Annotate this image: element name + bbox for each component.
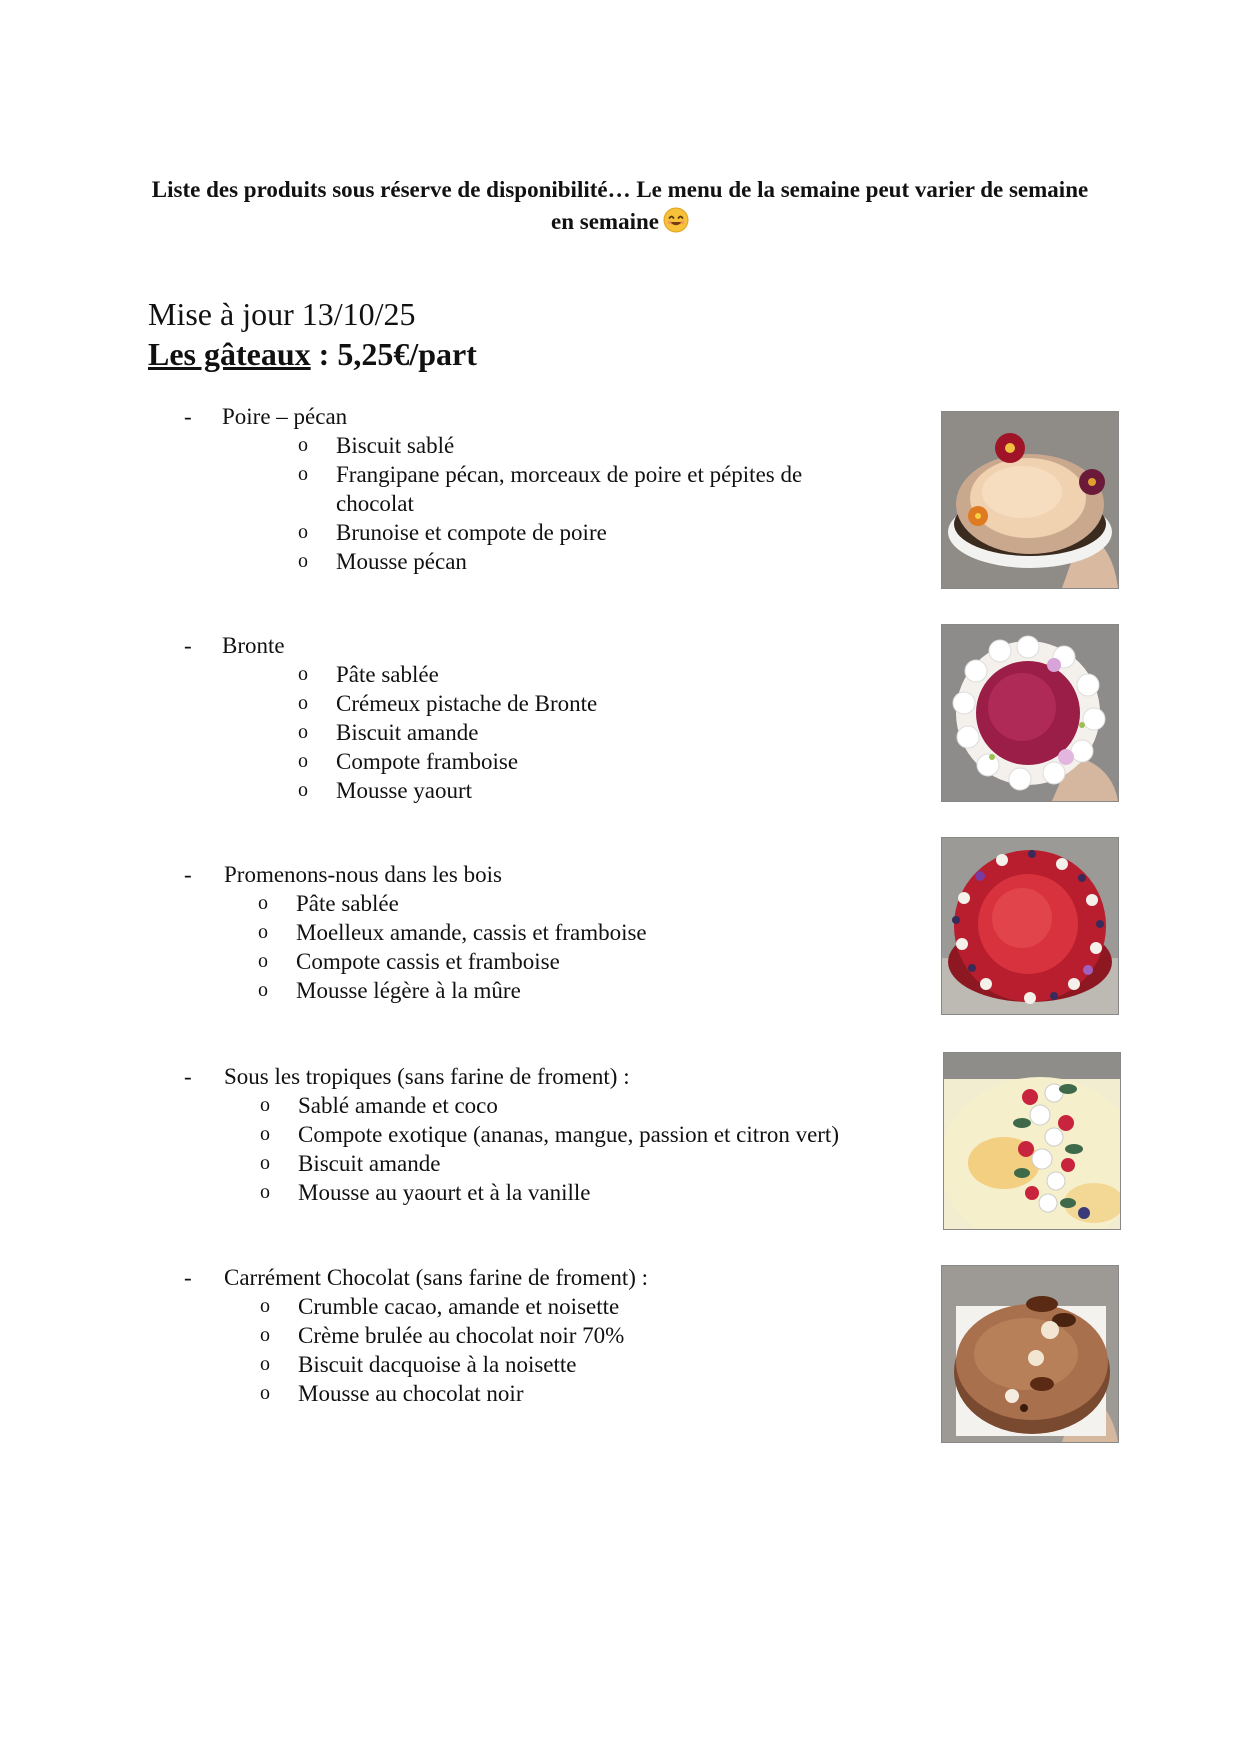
layer-list bbox=[260, 1292, 900, 1408]
layer-item: o Frangipane pécan, morceaux de poire et pépites de chocolat bbox=[298, 462, 803, 516]
layer-item: o Compote cassis et framboise bbox=[258, 949, 560, 974]
layer-list bbox=[298, 431, 858, 576]
bullet-icon: o bbox=[260, 1295, 270, 1317]
layer-item: o Compote framboise bbox=[298, 749, 519, 774]
bullet-icon: o bbox=[298, 550, 308, 572]
bullet-icon: o bbox=[258, 950, 268, 972]
layer-item: o Compote exotique (ananas, mangue, passion et citron vert) bbox=[260, 1122, 839, 1147]
price-heading bbox=[148, 334, 477, 374]
layer-item: o Biscuit dacquoise à la noisette bbox=[260, 1352, 577, 1377]
cake-photo-bronte bbox=[941, 624, 1119, 802]
bullet-icon: o bbox=[260, 1181, 270, 1203]
bullet-icon: o bbox=[260, 1094, 270, 1116]
update-date: Mise à jour 13/10/25 bbox=[148, 296, 416, 332]
dash-marker: - bbox=[184, 404, 192, 429]
bullet-icon: o bbox=[298, 750, 308, 772]
bullet-icon: o bbox=[260, 1353, 270, 1375]
dash-marker: - bbox=[184, 862, 192, 887]
bullet-icon: o bbox=[260, 1382, 270, 1404]
bullet-icon: o bbox=[298, 663, 308, 685]
bullet-icon: o bbox=[298, 521, 308, 543]
layer-list bbox=[260, 1091, 940, 1207]
layer-item: o Mousse pécan bbox=[298, 549, 467, 574]
layer-item: o Biscuit amande bbox=[260, 1151, 441, 1176]
layer-item: o Biscuit amande bbox=[298, 720, 479, 745]
cake-photo-sous-les-tropiques bbox=[943, 1052, 1121, 1230]
layer-item: o Mousse légère à la mûre bbox=[258, 978, 521, 1003]
availability-notice bbox=[150, 174, 1090, 238]
price-label: Les gâteaux bbox=[148, 336, 311, 372]
bullet-icon: o bbox=[298, 692, 308, 714]
smiley-icon bbox=[663, 207, 689, 233]
bullet-icon: o bbox=[260, 1152, 270, 1174]
cake-photo-carrement-chocolat bbox=[941, 1265, 1119, 1443]
bullet-icon: o bbox=[298, 434, 308, 456]
bullet-icon: o bbox=[258, 892, 268, 914]
layer-list bbox=[258, 889, 898, 1005]
layer-list bbox=[298, 660, 858, 805]
dash-marker: - bbox=[184, 1265, 192, 1290]
layer-item: o Biscuit sablé bbox=[298, 433, 455, 458]
layer-item: o Sablé amande et coco bbox=[260, 1093, 498, 1118]
bullet-icon: o bbox=[258, 979, 268, 1001]
cake-name: Poire – pécan bbox=[222, 404, 348, 429]
price-separator: : bbox=[310, 336, 338, 372]
cake-photo-promenons-nous bbox=[941, 837, 1119, 1015]
dash-marker: - bbox=[184, 633, 192, 658]
bullet-icon: o bbox=[298, 721, 308, 743]
cake-name: Sous les tropiques (sans farine de froment) : bbox=[224, 1064, 630, 1089]
dash-marker: - bbox=[184, 1064, 192, 1089]
cake-name: Bronte bbox=[222, 633, 285, 658]
cake-name: Carrément Chocolat (sans farine de froment) : bbox=[224, 1265, 649, 1290]
layer-item: o Mousse yaourt bbox=[298, 778, 473, 803]
cake-photo-poire-pecan bbox=[941, 411, 1119, 589]
layer-item: o Crème brulée au chocolat noir 70% bbox=[260, 1323, 625, 1348]
bullet-icon: o bbox=[298, 779, 308, 801]
cake-name: Promenons-nous dans les bois bbox=[224, 862, 502, 887]
layer-item: o Moelleux amande, cassis et framboise bbox=[258, 920, 647, 945]
bullet-icon: o bbox=[260, 1324, 270, 1346]
layer-item: o Pâte sablée bbox=[298, 662, 439, 687]
layer-item: o Pâte sablée bbox=[258, 891, 399, 916]
layer-item: o Brunoise et compote de poire bbox=[298, 520, 607, 545]
bullet-icon: o bbox=[258, 921, 268, 943]
bullet-icon: o bbox=[298, 463, 308, 485]
layer-item: o Crémeux pistache de Bronte bbox=[298, 691, 598, 716]
bullet-icon: o bbox=[260, 1123, 270, 1145]
availability-notice-text: Liste des produits sous réserve de disponibilité… Le menu de la semaine peut varier de semaine en semaine bbox=[151, 177, 1089, 234]
layer-item: o Mousse au yaourt et à la vanille bbox=[260, 1180, 591, 1205]
layer-item: o Crumble cacao, amande et noisette bbox=[260, 1294, 620, 1319]
price-value: 5,25€/part bbox=[337, 336, 477, 372]
layer-item: o Mousse au chocolat noir bbox=[260, 1381, 524, 1406]
